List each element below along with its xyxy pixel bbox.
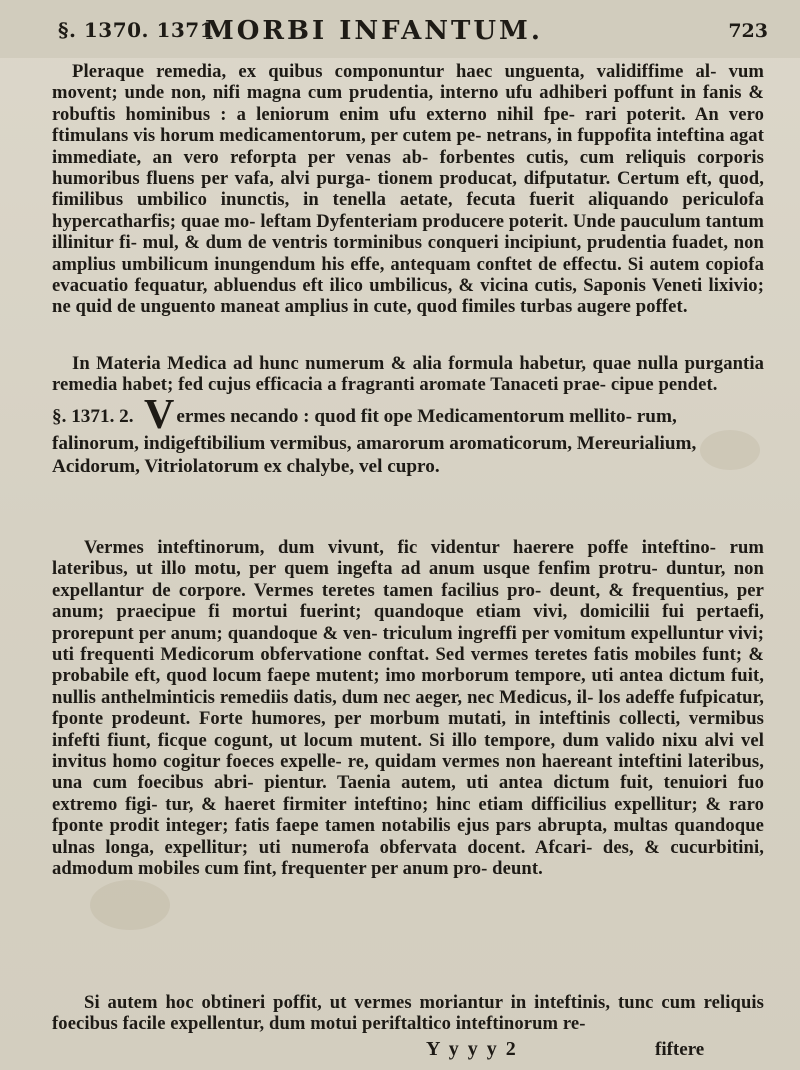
section-1371-heading bbox=[52, 392, 764, 478]
drop-cap-initial: V bbox=[144, 392, 175, 438]
paragraph-4 bbox=[52, 992, 764, 1035]
paragraph-text: Si autem hoc obtineri poffit, ut vermes moriantur in inteftinis, tunc cum reliquis foecibus facile expellentur, dum motui periftaltico inteftinorum re- bbox=[52, 992, 764, 1035]
paragraph-text: Vermes inteftinorum, dum vivunt, fic videntur haerere poffe inteftino- rum lateribus, ut illo motu, per quem ingefta ad anum usque fenfim protru- duntur, non expellantur de corpore. Vermes teretes tamen facilius pro- deunt, & frequentius, per anum; praecipue fi mortui fuerint; quandoque etiam vivi, domicilii fui pertaefi, prorepunt per anum; quandoque & ven- triculum ingreffi per vomitum expelluntur vivi; uti frequenti Medicorum obfervatione conftat. Sed vermes teretes fatis mobiles funt; & probabile eft, quod locum faepe mutent; imo morborum tempore, uti antea dictum fuit, nullis anthelminticis remediis datis, dum nec aeger, nec Medicus, il- los adeffe fufpicatur, fponte prodeunt. Forte humores, per morbum mutati, in inteftinis collecti, vermibus infefti fiunt, ficque cogunt, ut locum mutent. Si illo tempore, dum valido nixu alvi vel invitus homo cogitur foeces expelle- re, quidam vermes non haereant inteftini lateribus, una cum foecibus abri- pientur. Taenia autem, uti antea dictum fuit, tenuiori fuo extremo figi- tur, & haeret firmiter inteftino; hinc etiam difficilius expellitur; & raro fponte prodit integer; fatis faepe tamen notabilis ejus pars abrupta, multas quandoque ulnas longa, expellitur; uti numerofa obfervata docent. Afcari- des, & cucurbitini, admodum mobiles cum fint, frequenter per anum pro- deunt. bbox=[52, 537, 764, 880]
page-number: 723 bbox=[728, 20, 768, 42]
paragraph-text: In Materia Medica ad hunc numerum & alia formula habetur, quae nulla purgantia remedia habet; fed cujus efficacia a fragranti aromate Tanaceti prae- cipue pendet. bbox=[52, 353, 764, 396]
paragraph-2 bbox=[52, 353, 764, 396]
signature-mark: Y y y y 2 bbox=[426, 1038, 518, 1060]
section-number: §. 1371. 2. bbox=[52, 406, 134, 427]
paragraph-3 bbox=[52, 537, 764, 880]
running-header bbox=[0, 0, 800, 58]
section-statement: ermes necando : quod fit ope Medicamentorum mellito- rum, falinorum, indigeftibilium vermibus, amarorum aromaticorum, Mereurialium, Acidorum, Vitriolatorum ex chalybe, vel cupro. bbox=[52, 406, 697, 477]
running-title: MORBI INFANTUM. bbox=[205, 16, 543, 46]
catchword: fiftere bbox=[655, 1039, 705, 1060]
paragraph-text: Pleraque remedia, ex quibus componuntur haec unguenta, validiffime al- vum movent; unde non, nifi magna cum prudentia, interno ufu adhiberi poffunt in fanis & robuftis hominibus : a leniorum enim ufu externo nihil fpe- rari poterit. An vero ftimulans vis horum medicamentorum, per cutem pe- netrans, in fuppofita inteftina agat immediate, an vero reforpta per venas ab- forbentes cutis, cum reliquis corporis humoribus fluens per vafa, alvi purga- tionem producat, difputatur. Certum eft, quod, fimilibus umbilico inunctis, in tenella aetate, fecuta fuerit aliquando periculofa hypercatharfis; quae mo- leftam Dyfenteriam producere poterit. Unde pauculum tantum illinitur fi- mul, & dum de ventris torminibus conqueri incipiunt, prudentia fuadet, non amplius umbilicum inungendum his effe, antequam conftet de effectu. Si autem copiofa evacuatio fequatur, abluendus eft ilico umbilicus, & vicina cutis, Saponis Veneti lixivio; ne quid de unguento maneat amplius in cute, quod fimiles turbas augere poffet. bbox=[52, 61, 764, 318]
paragraph-1 bbox=[52, 61, 764, 318]
paper-stain bbox=[90, 880, 170, 930]
header-section-ref: §. 1370. 1371. bbox=[58, 18, 222, 42]
